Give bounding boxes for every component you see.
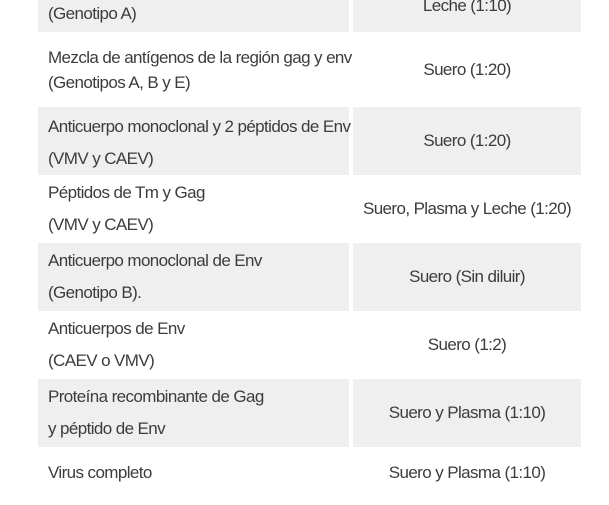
antigen-sample-table: [38, 0, 581, 505]
sample-text: Suero (1:2): [427, 335, 507, 354]
antigen-text-line: Proteína recombinante de Gag: [48, 387, 264, 406]
antigen-text-line: (Genotipo B).: [48, 283, 142, 302]
antigen-text-line: Anticuerpos de Env: [48, 319, 185, 338]
sample-cell: [353, 32, 581, 107]
antigen-text-line: (Genotipos A, B y E): [48, 73, 191, 92]
antigen-text-line: y péptido de Env: [48, 419, 166, 438]
antigen-text-line: (VMV y CAEV): [48, 215, 154, 234]
table-row: [38, 311, 581, 379]
table-row: [38, 0, 581, 32]
table-row: [38, 32, 581, 107]
table-row: [38, 243, 581, 311]
antigen-cell: [38, 0, 349, 32]
sample-text: Leche (1:10): [422, 0, 512, 15]
sample-text: Suero, Plasma y Leche (1:20): [362, 199, 572, 218]
sample-cell: [353, 243, 581, 311]
sample-text: Suero (Sin diluir): [409, 267, 525, 286]
antigen-text-line: Péptidos de Tm y Gag: [48, 183, 205, 202]
sample-cell: [353, 0, 581, 32]
antigen-text-line: Virus completo: [48, 463, 152, 482]
sample-cell: [353, 175, 581, 243]
sample-text: Suero (1:20): [423, 59, 511, 79]
table-row: [38, 107, 581, 175]
sample-cell: [353, 311, 581, 379]
antigen-cell: [38, 107, 349, 175]
sample-text: Suero y Plasma (1:10): [388, 403, 546, 422]
antigen-cell: [38, 175, 349, 243]
antigen-cell: [38, 379, 349, 447]
antigen-text-line: (Genotipo A): [48, 4, 137, 23]
sample-text: Suero (1:20): [423, 131, 511, 150]
antigen-cell: [38, 32, 352, 107]
table-row: [38, 175, 581, 243]
antigen-text-line: Anticuerpo monoclonal y 2 péptidos de Env: [48, 117, 351, 136]
sample-cell: [353, 447, 581, 505]
antigen-cell: [38, 447, 349, 505]
antigen-text-line: (CAEV o VMV): [48, 351, 155, 370]
antigen-text-line: Anticuerpo monoclonal de Env: [48, 251, 262, 270]
table-row: [38, 447, 581, 505]
sample-cell: [353, 379, 581, 447]
antigen-text-line: (VMV y CAEV): [48, 149, 154, 168]
sample-text: Suero y Plasma (1:10): [388, 463, 546, 482]
antigen-text-line: Mezcla de antígenos de la región gag y env: [48, 48, 352, 67]
sample-cell: [353, 107, 581, 175]
table-row: [38, 379, 581, 447]
antigen-cell: [38, 243, 349, 311]
antigen-cell: [38, 311, 349, 379]
